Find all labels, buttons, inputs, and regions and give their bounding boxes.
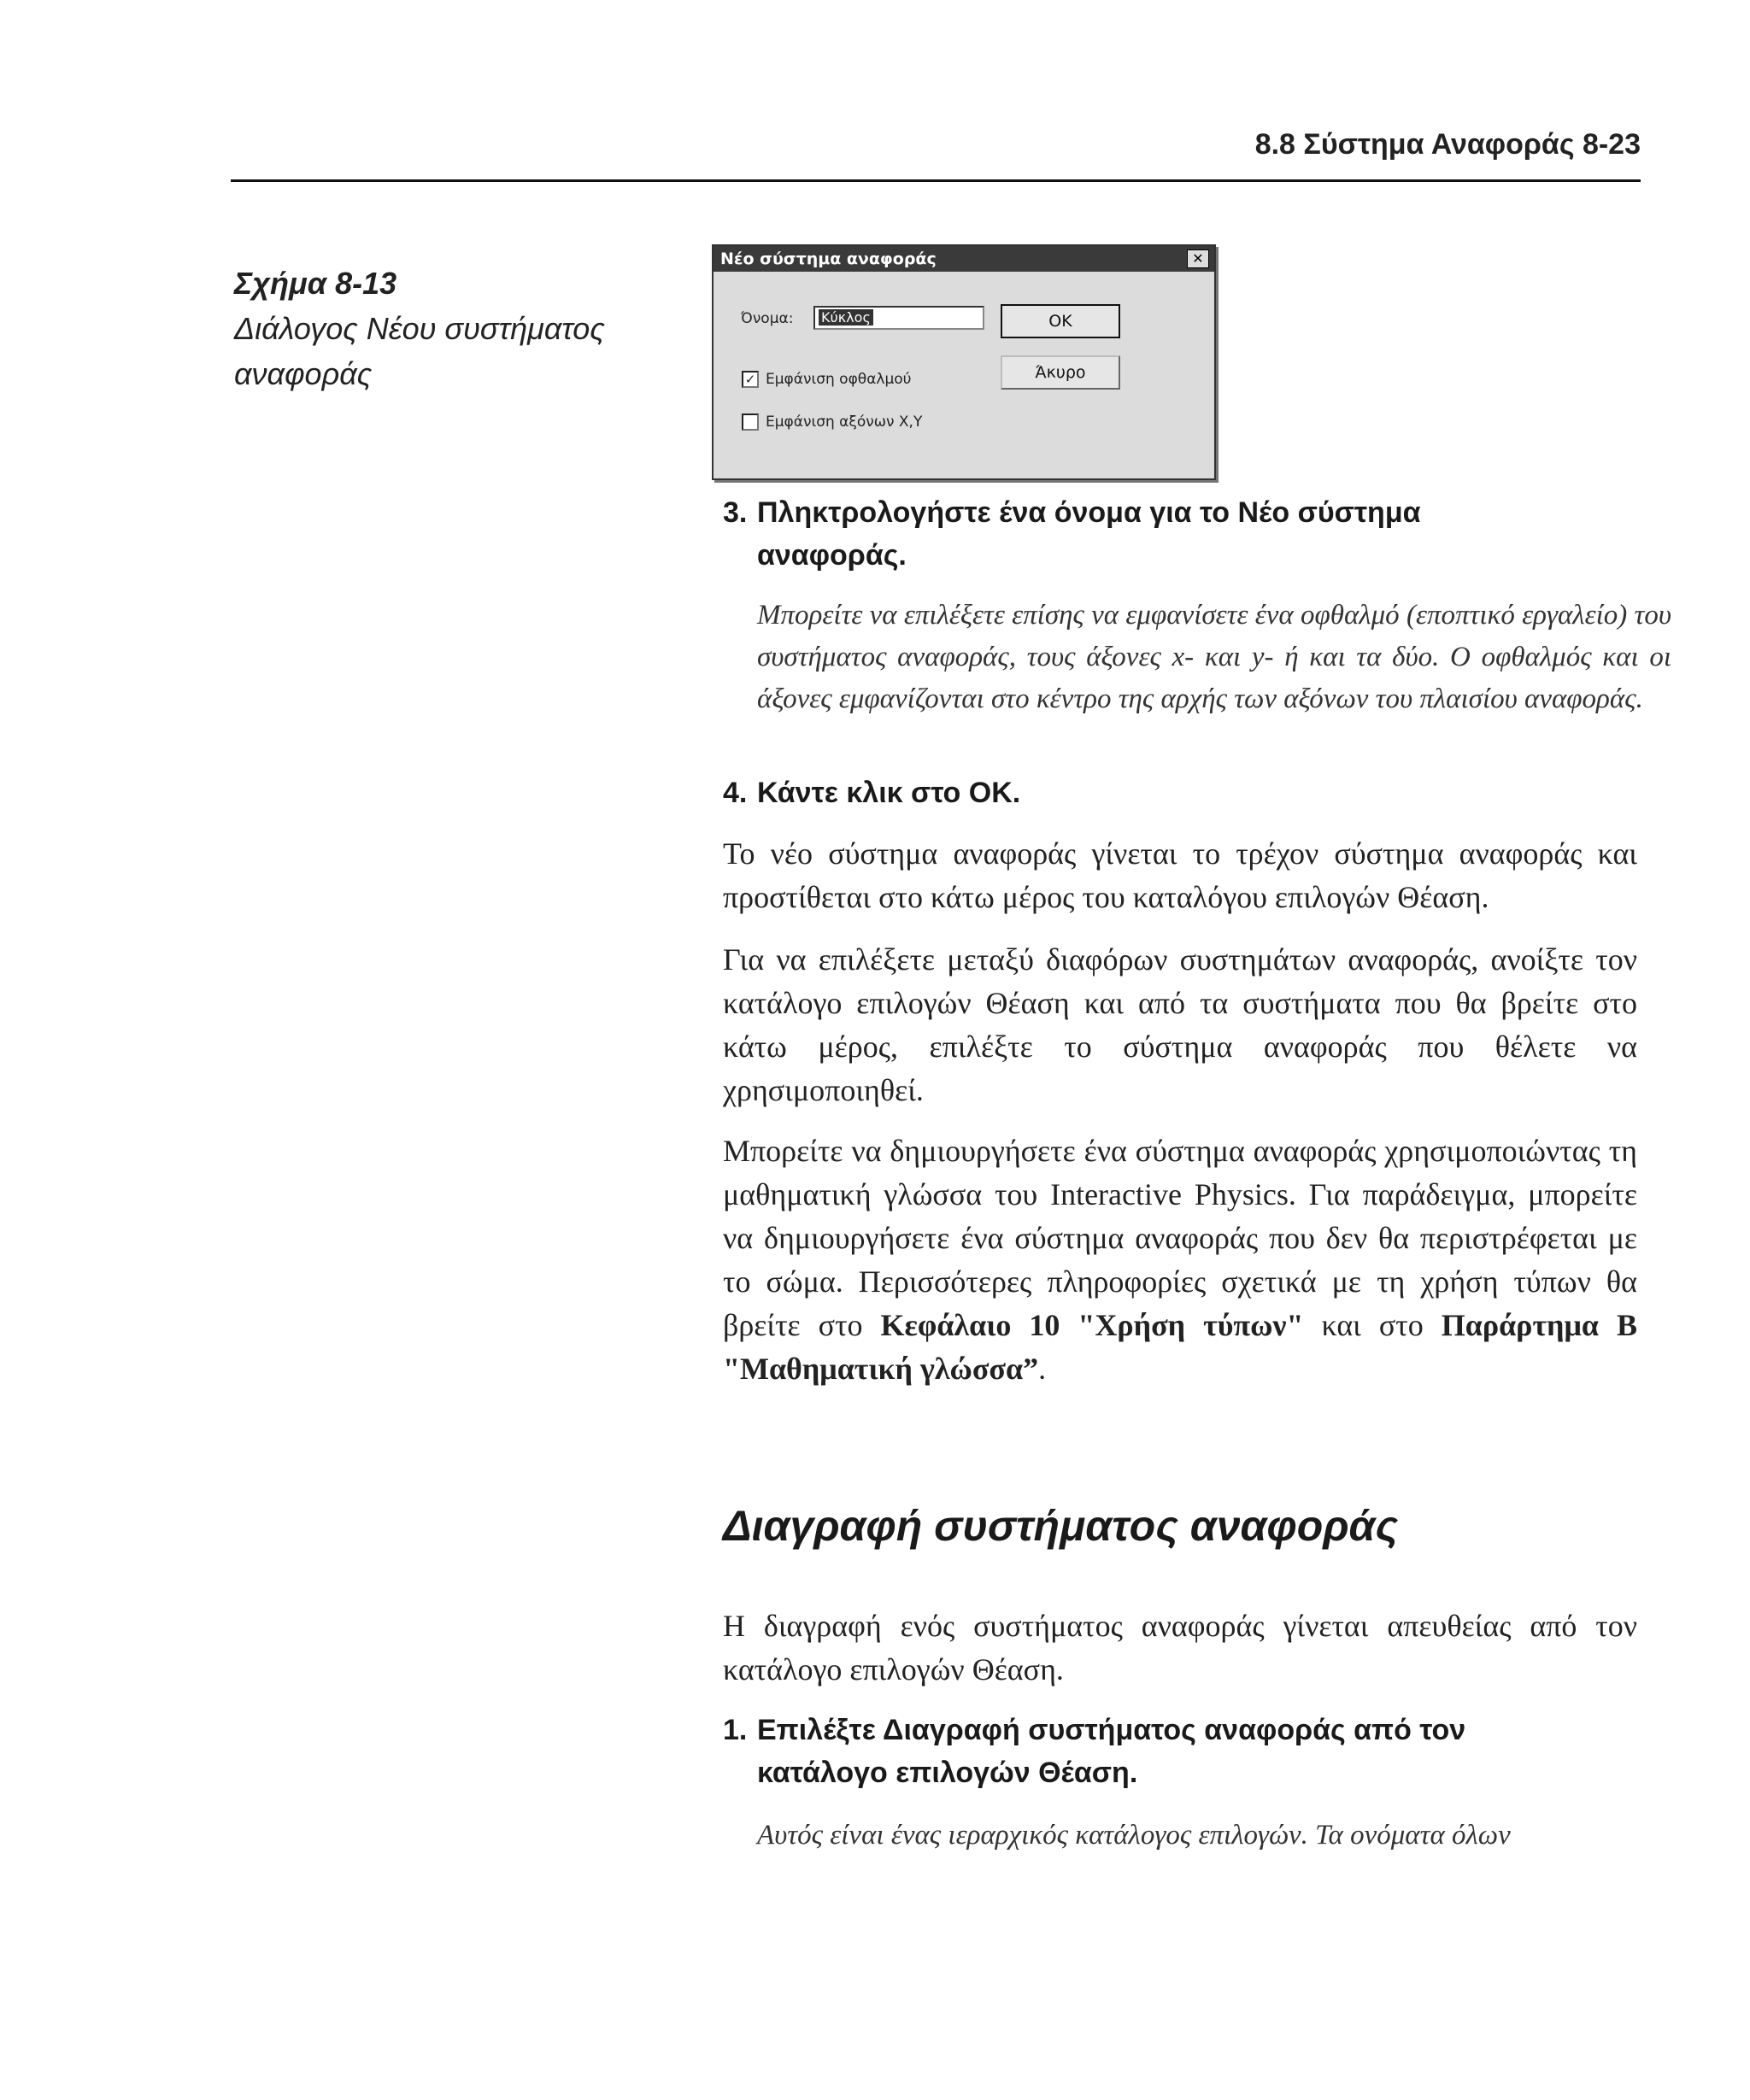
appendix-b-ref: Παράρτημα Β "Μαθηματική γλώσσα” xyxy=(723,1308,1637,1386)
figure-caption xyxy=(234,261,678,396)
paragraph-1: Το νέο σύστημα αναφοράς γίνεται το τρέχον σύστημα αναφοράς και προστίθεται στο κάτω μέρος του καταλόγου επιλογών Θέαση. xyxy=(723,836,1637,914)
show-eye-checkbox[interactable]: ✓ xyxy=(742,371,759,388)
paragraph-3-part-c: και στο xyxy=(1303,1308,1442,1342)
step-1-line1: Επιλέξτε Διαγραφή συστήματος αναφοράς από τον xyxy=(757,1714,1466,1746)
cancel-button[interactable]: Άκυρο xyxy=(1001,355,1120,390)
step-3-note: Μπορείτε να επιλέξετε επίσης να εμφανίσετε ένα οφθαλμό (εποπτικό εργαλείο) του συστήματος αναφοράς, τους άξονες x- και y- ή και τα δύο. Ο οφθαλμός και οι άξονες εμφανίζονται στο κέντρο της αρχής των αξόνων του πλαισίου αναφοράς. xyxy=(757,600,1671,714)
name-label: Όνομα: xyxy=(741,310,794,327)
paragraph-3-part-a: Μπορείτε να δημιουργήσετε ένα σύστημα αναφοράς χρησιμοποιώντας τη μαθηματική γλώσσα του Interactive Physics. Για παράδειγμα, μπορείτε να δημιουργήσετε ένα σύστημα αναφοράς που δεν θα περιστρέφεται με το σώμα. Περισσότερες πληροφορίες σχετικά με τη χρήση τύπων θα βρείτε στο xyxy=(723,1134,1637,1342)
section-intro: Η διαγραφή ενός συστήματος αναφοράς γίνεται απευθείας από τον κατάλογο επιλογών Θέαση. xyxy=(723,1609,1637,1686)
figure-number: Σχήμα 8-13 xyxy=(234,266,397,301)
name-input-value: Κύκλος xyxy=(819,309,873,326)
ok-button[interactable]: OK xyxy=(1001,304,1120,338)
step-1-note: Αυτός είναι ένας ιεραρχικός κατάλογος επιλογών. Τα ονόματα όλων xyxy=(757,1820,1511,1851)
header-rule xyxy=(231,179,1641,182)
show-eye-label: Εμφάνιση οφθαλμού xyxy=(766,371,912,388)
step-1 xyxy=(723,1709,1637,1794)
running-header: 8.8 Σύστημα Αναφοράς 8-23 xyxy=(1254,128,1641,161)
dialog-titlebar xyxy=(714,246,1214,272)
new-reference-system-dialog xyxy=(712,244,1216,480)
show-axes-checkbox-row[interactable] xyxy=(742,414,922,431)
step-3 xyxy=(723,491,1637,577)
step-1-line2: κατάλογο επιλογών Θέαση. xyxy=(757,1757,1138,1789)
dialog-title: Νέο σύστημα αναφοράς xyxy=(720,249,937,268)
close-icon[interactable]: ✕ xyxy=(1187,249,1209,268)
show-axes-label: Εμφάνιση αξόνων X,Y xyxy=(766,414,923,431)
step-3-line2: αναφοράς. xyxy=(757,539,907,572)
step-3-line1: Πληκτρολογήστε ένα όνομα για το Νέο σύστημα xyxy=(757,496,1421,529)
figure-title: Διάλογος Νέου συστήματος αναφοράς xyxy=(234,311,605,391)
step-3-number: 3. xyxy=(723,496,748,529)
section-title: Διαγραφή συστήματος αναφοράς xyxy=(723,1502,1399,1550)
step-4-number: 4. xyxy=(723,777,748,809)
show-eye-checkbox-row[interactable] xyxy=(742,371,912,388)
step-4-text: Κάντε κλικ στο OK. xyxy=(757,777,1021,809)
step-4 xyxy=(723,771,1637,814)
show-axes-checkbox[interactable] xyxy=(742,414,759,431)
paragraph-3 xyxy=(723,1129,1637,1391)
step-1-number: 1. xyxy=(723,1714,748,1746)
chapter-10-ref: Κεφάλαιο 10 "Χρήση τύπων" xyxy=(880,1308,1304,1342)
name-input[interactable] xyxy=(813,306,984,330)
paragraph-3-part-d: . xyxy=(1038,1352,1047,1386)
paragraph-2: Για να επιλέξετε μεταξύ διαφόρων συστημάτων αναφοράς, ανοίξτε τον κατάλογο επιλογών Θέαση και από τα συστήματα που θα βρείτε στο κάτω μέρος, επιλέξτε το σύστημα αναφοράς που θέλετε να χρησιμοποιηθεί. xyxy=(723,942,1637,1107)
